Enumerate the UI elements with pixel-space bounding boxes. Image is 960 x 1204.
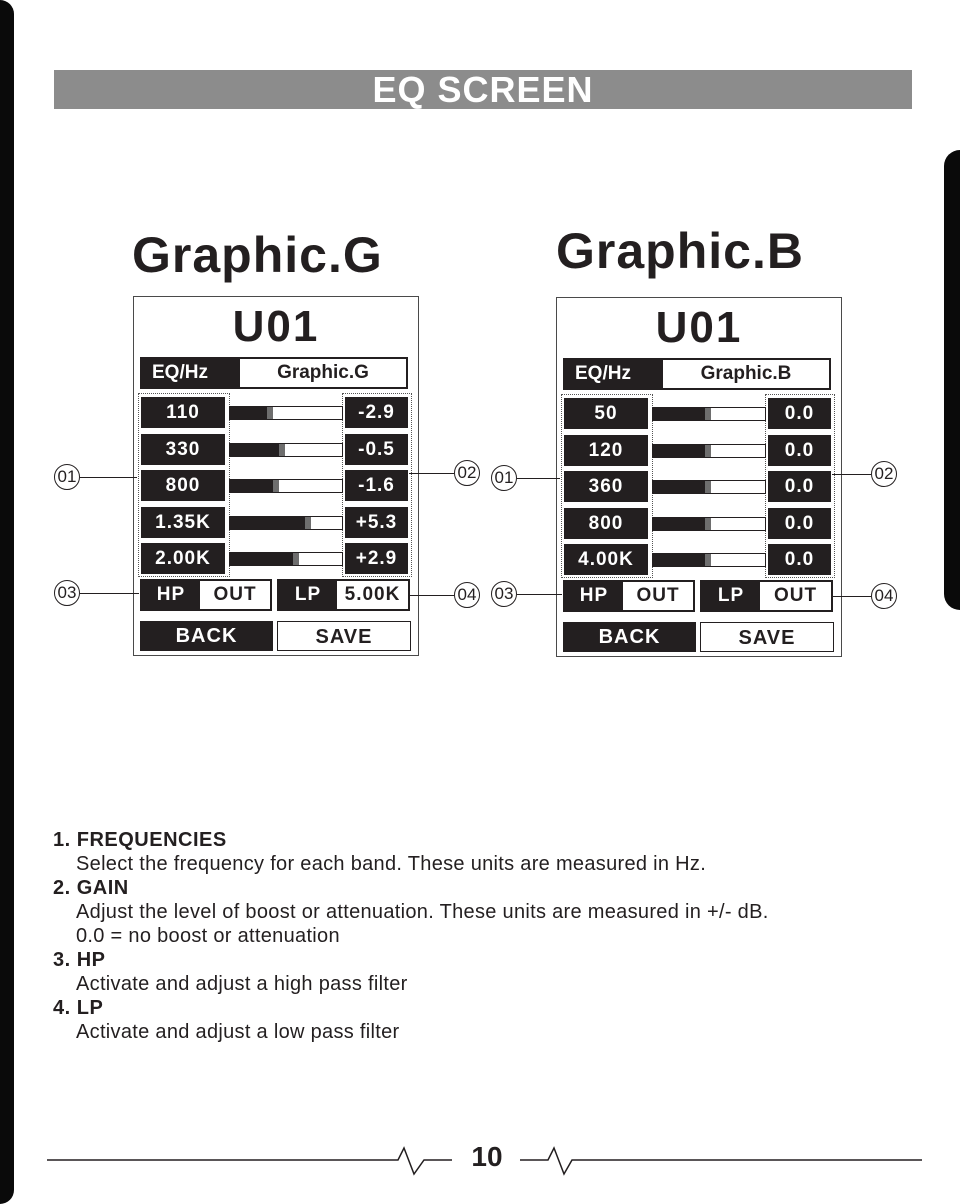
slider-knob[interactable] — [273, 480, 279, 492]
page-title: EQ SCREEN — [54, 70, 912, 109]
slider-fill — [653, 408, 711, 420]
lp-label: LP — [702, 582, 760, 610]
slider-knob[interactable] — [705, 408, 711, 420]
slider-fill — [230, 444, 285, 456]
callout-leader-line — [409, 473, 454, 474]
eq-screen — [556, 297, 842, 657]
left-binding-edge — [0, 0, 14, 1204]
band-frequency[interactable]: 120 — [564, 435, 648, 466]
band-gain[interactable]: 0.0 — [768, 435, 831, 466]
band-gain[interactable]: 0.0 — [768, 471, 831, 502]
right-binding-edge — [944, 150, 960, 610]
callout-leader-line — [80, 593, 139, 594]
description-text: Select the frequency for each band. These units are measured in Hz. — [76, 853, 707, 875]
band-gain-slider[interactable] — [652, 480, 766, 494]
slider-knob[interactable] — [267, 407, 273, 419]
eq-type-row[interactable] — [140, 357, 408, 389]
page-number: 10 — [471, 1141, 503, 1172]
band-frequency[interactable]: 330 — [141, 434, 225, 465]
callout-marker: 02 — [871, 461, 897, 487]
hp-filter[interactable] — [563, 580, 695, 612]
save-button[interactable]: SAVE — [277, 621, 411, 651]
back-button[interactable]: BACK — [563, 622, 696, 652]
eq-type-label: EQ/Hz — [565, 360, 663, 388]
callout-marker: 04 — [454, 582, 480, 608]
band-frequency[interactable]: 50 — [564, 398, 648, 429]
lp-filter[interactable] — [700, 580, 833, 612]
slider-knob[interactable] — [305, 517, 311, 529]
band-gain-slider[interactable] — [652, 407, 766, 421]
description-heading: 3. HP — [53, 949, 106, 971]
callout-leader-line — [409, 595, 454, 596]
eq-type-row[interactable] — [563, 358, 831, 390]
band-gain[interactable]: +5.3 — [345, 507, 408, 538]
band-gain[interactable]: +2.9 — [345, 543, 408, 574]
eq-type-value[interactable]: Graphic.G — [277, 362, 369, 383]
band-gain-slider[interactable] — [652, 444, 766, 458]
hp-filter[interactable] — [140, 579, 272, 611]
callout-marker: 04 — [871, 583, 897, 609]
slider-fill — [653, 518, 711, 530]
slider-knob[interactable] — [705, 554, 711, 566]
band-gain-slider[interactable] — [229, 479, 343, 493]
callout-leader-line — [517, 594, 562, 595]
slider-knob[interactable] — [279, 444, 285, 456]
slider-fill — [653, 554, 711, 566]
slider-fill — [230, 480, 279, 492]
description-text: 0.0 = no boost or attenuation — [76, 925, 340, 947]
description-text: Activate and adjust a high pass filter — [76, 973, 408, 995]
description-heading: 1. FREQUENCIES — [53, 829, 227, 851]
eq-screen — [133, 296, 419, 656]
eq-type-label: EQ/Hz — [142, 359, 240, 387]
panel-heading: Graphic.B — [556, 223, 804, 279]
descriptions — [53, 828, 913, 1044]
callout-marker: 02 — [454, 460, 480, 486]
slider-fill — [653, 445, 711, 457]
description-heading: 2. GAIN — [53, 877, 129, 899]
callout-leader-line — [832, 474, 871, 475]
band-gain[interactable]: 0.0 — [768, 398, 831, 429]
band-gain[interactable]: -2.9 — [345, 397, 408, 428]
band-gain-slider[interactable] — [229, 443, 343, 457]
panel-heading: Graphic.G — [132, 227, 383, 283]
band-gain[interactable]: -0.5 — [345, 434, 408, 465]
callout-marker: 01 — [54, 464, 80, 490]
lp-label: LP — [279, 581, 337, 609]
band-frequency[interactable]: 1.35K — [141, 507, 225, 538]
slider-fill — [653, 481, 711, 493]
save-button[interactable]: SAVE — [700, 622, 834, 652]
band-gain[interactable]: 0.0 — [768, 544, 831, 575]
callout-marker: 03 — [491, 581, 517, 607]
slider-knob[interactable] — [705, 481, 711, 493]
lp-value[interactable]: OUT — [773, 585, 818, 606]
lp-value[interactable]: 5.00K — [344, 584, 401, 605]
slider-knob[interactable] — [705, 445, 711, 457]
preset-name: U01 — [232, 302, 320, 351]
slider-fill — [230, 553, 299, 565]
hp-value[interactable]: OUT — [636, 585, 680, 606]
callout-leader-line — [517, 478, 560, 479]
callout-leader-line — [80, 477, 137, 478]
hp-label: HP — [565, 582, 623, 610]
hp-label: HP — [142, 581, 200, 609]
band-gain-slider[interactable] — [652, 517, 766, 531]
band-gain-slider[interactable] — [229, 552, 343, 566]
band-frequency[interactable]: 2.00K — [141, 543, 225, 574]
lp-filter[interactable] — [277, 579, 410, 611]
hp-value[interactable]: OUT — [213, 584, 257, 605]
band-gain[interactable]: 0.0 — [768, 508, 831, 539]
band-frequency[interactable]: 110 — [141, 397, 225, 428]
band-gain[interactable]: -1.6 — [345, 470, 408, 501]
description-text: Adjust the level of boost or attenuation. These units are measured in +/- dB. — [76, 901, 769, 923]
callout-marker: 01 — [491, 465, 517, 491]
description-heading: 4. LP — [53, 997, 104, 1019]
band-frequency[interactable]: 800 — [564, 508, 648, 539]
back-button[interactable]: BACK — [140, 621, 273, 651]
eq-type-value[interactable]: Graphic.B — [700, 363, 792, 384]
slider-knob[interactable] — [705, 518, 711, 530]
slider-fill — [230, 517, 311, 529]
callout-marker: 03 — [54, 580, 80, 606]
band-frequency[interactable]: 4.00K — [564, 544, 648, 575]
callout-leader-line — [832, 596, 871, 597]
slider-knob[interactable] — [293, 553, 299, 565]
band-frequency[interactable]: 360 — [564, 471, 648, 502]
band-gain-slider[interactable] — [229, 406, 343, 420]
band-gain-slider[interactable] — [652, 553, 766, 567]
band-frequency[interactable]: 800 — [141, 470, 225, 501]
description-text: Activate and adjust a low pass filter — [76, 1021, 400, 1043]
band-gain-slider[interactable] — [229, 516, 343, 530]
preset-name: U01 — [655, 303, 743, 352]
